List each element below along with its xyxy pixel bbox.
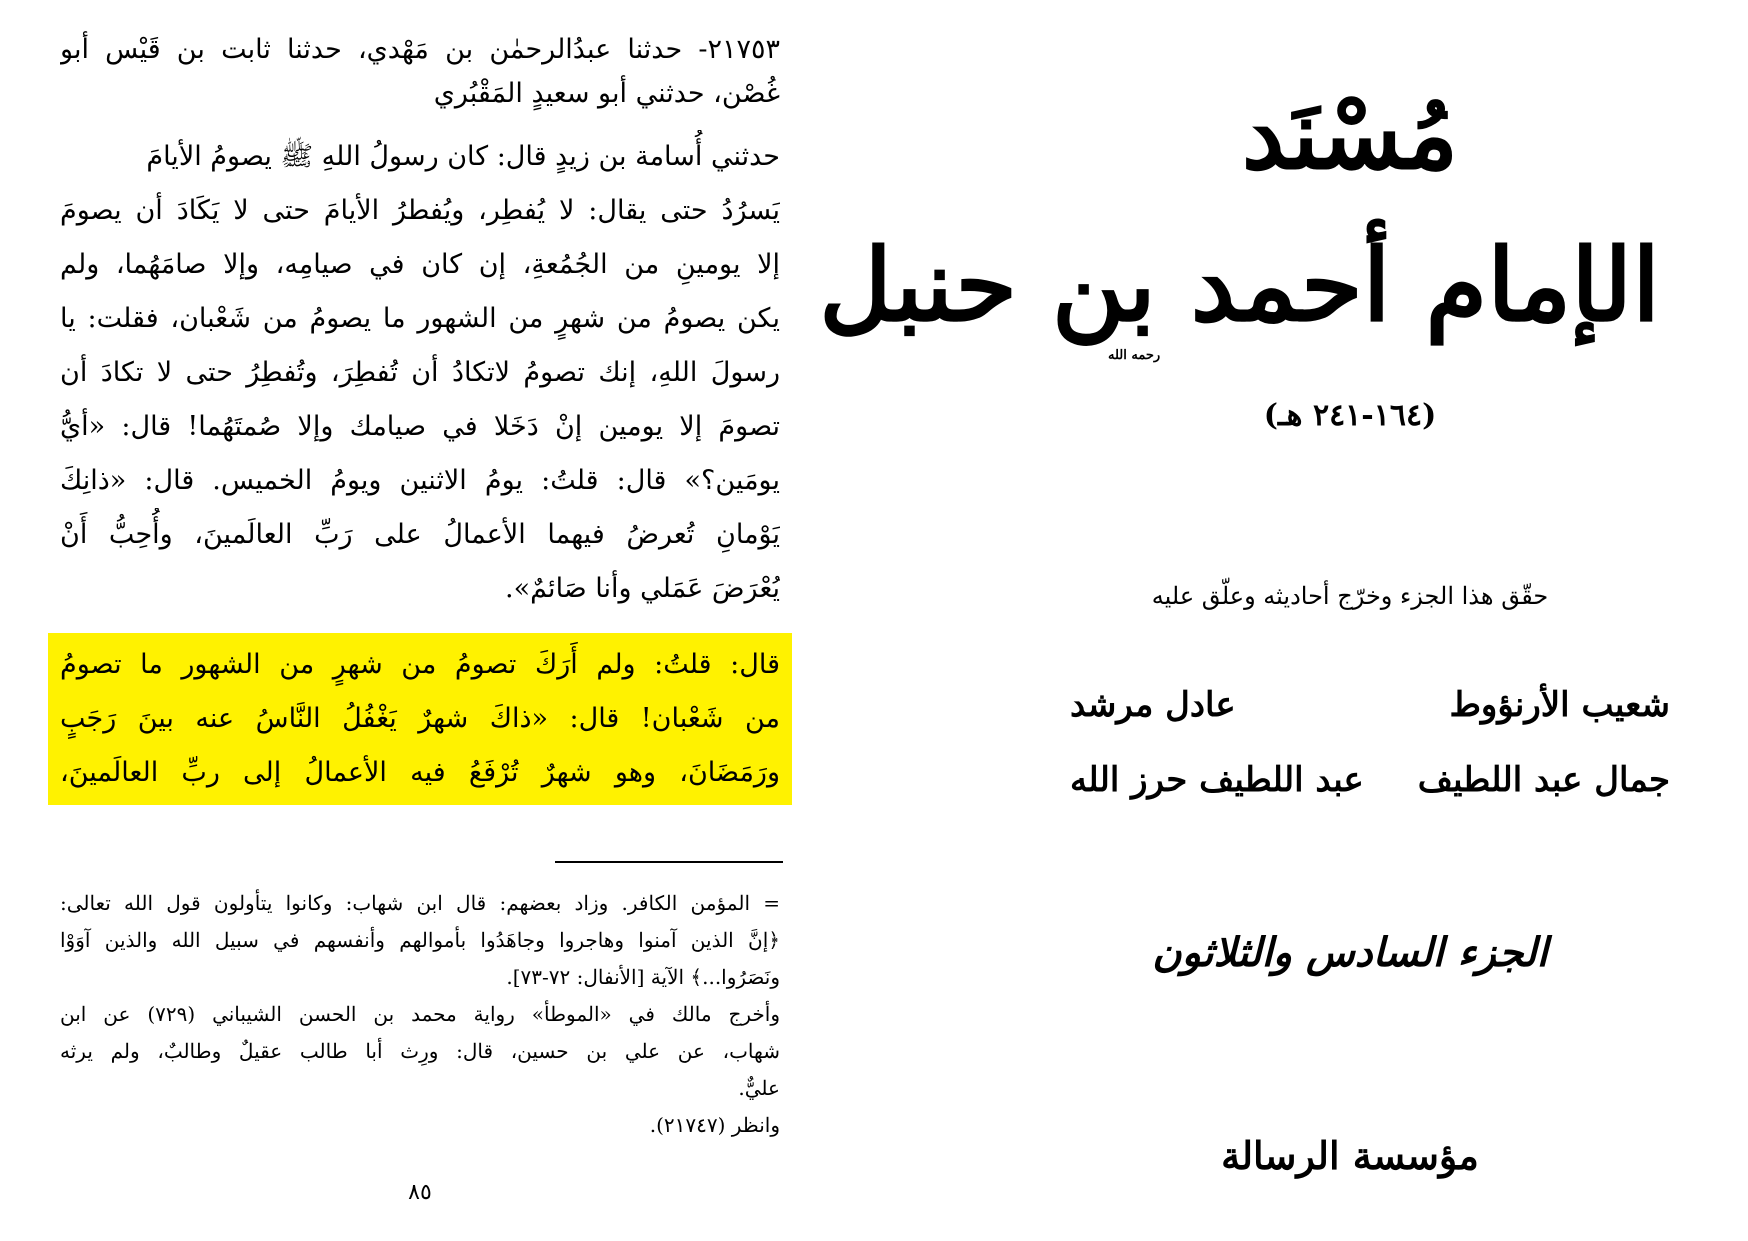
left-page [0,0,860,1241]
honorific-mark: رحمه الله [1108,348,1161,363]
footnote-divider [555,861,783,863]
footnote-line: ونَصَرُوا...﴾ الآية [الأنفال: ٧٢-٧٣]. [506,965,780,989]
publisher-name: مؤسسة الرسالة [1221,1133,1479,1178]
hadith-header [60,28,780,116]
footnote-line: عليٌّ. [738,1076,780,1100]
text-line: ورَمَضَانَ، وهو شهرٌ تُرْفَعُ فيه الأعمالُ إلى ربِّ العالَمينَ، [60,757,780,788]
footnote-line: وأخرج مالك في «الموطأ» رواية محمد بن الحسن الشيباني (٧٢٩) عن ابن [60,1002,780,1026]
editor-name: شعيب الأرنؤوط [1449,685,1670,725]
editors-caption: حقّق هذا الجزء وخرّج أحاديثه وعلّق عليه [1151,582,1549,610]
footnote-line: وانظر (٢١٧٤٧). [649,1113,780,1137]
book-title-musnad: مُسْنَد [1241,78,1459,191]
editor-name: عادل مرشد [1070,685,1236,725]
text-line: يَوْمانِ تُعرضُ فيهما الأعمالُ على رَبِّ العالَمينَ، وأُحِبُّ أَنْ [60,519,780,550]
text-line: يَسرُدُ حتى يقال: لا يُفطِر، ويُفطرُ الأيامَ حتى لا يَكَادَ أن يصومَ [60,195,780,226]
text-line: يكن يصومُ من شهرٍ من الشهور ما يصومُ من شَعْبان، فقلت: يا [60,303,780,334]
text-line: تصومَ إلا يومين إنْ دَخَلا في صيامك وإلا صُمتَهُما! قال: «أيُّ [60,411,780,442]
footnote-line: ﴿إنَّ الذين آمنوا وهاجروا وجاهَدُوا بأموالهم وأنفسهم في سبيل الله والذين آوَوْا [60,928,780,952]
footnote-line: = المؤمن الكافر. وزاد بعضهم: قال ابن شهاب: وكانوا يتأولون قول الله تعالى: [60,891,780,915]
hadith-body [60,130,780,616]
text-line: غُصْن، حدثني أبو سعيدٍ المَقْبُري [433,78,780,109]
text-line: إلا يومينِ من الجُمُعةِ، إن كان في صيامِه، وإلا صامَهُما، ولم [60,249,780,280]
editor-name: جمال عبد اللطيف [1417,760,1670,800]
text-line: يُعْرَضَ عَمَلي وأنا صَائمٌ». [504,573,780,604]
text-line: من شَعْبان! قال: «ذاكَ شهرٌ يَغْفُلُ النَّاسُ عنه بينَ رَجَبٍ [60,703,780,734]
book-title-imam: الإمام أحمد بن حنبل [819,226,1660,344]
text-line: قال: قلتُ: ولم أَرَكَ تصومُ من شهرٍ من الشهور ما تصومُ [60,649,780,680]
title-page [819,0,1748,1241]
footnote-line: شهاب، عن علي بن حسين، قال: ورِث أبا طالب عقيلٌ وطالبٌ، ولم يرثه [60,1039,780,1063]
highlighted-passage [60,638,780,800]
volume-label: الجزء السادس والثلاثون [1152,929,1548,976]
lifespan-dates: (١٦٤-٢٤١ هـ) [1263,398,1437,433]
text-line: رسولَ اللهِ، إنك تصومُ لاتكادُ أن تُفطِرَ، وتُفطِرُ حتى لا تكادَ أن [60,357,780,388]
text-line: ٢١٧٥٣- حدثنا عبدُالرحمٰن بن مَهْدي، حدثنا ثابت بن قَيْس أبو [60,34,780,65]
text-line: حدثني أُسامة بن زيدٍ قال: كان رسولُ اللهِ ﷺ يصومُ الأيامَ [146,141,780,172]
footnotes [60,885,780,1144]
text-line: يومَين؟» قال: قلتُ: يومُ الاثنين ويومُ الخميس. قال: «ذانِكَ [60,465,780,496]
editor-name: عبد اللطيف حرز الله [1070,760,1364,800]
page-number: ٨٥ [408,1180,432,1205]
